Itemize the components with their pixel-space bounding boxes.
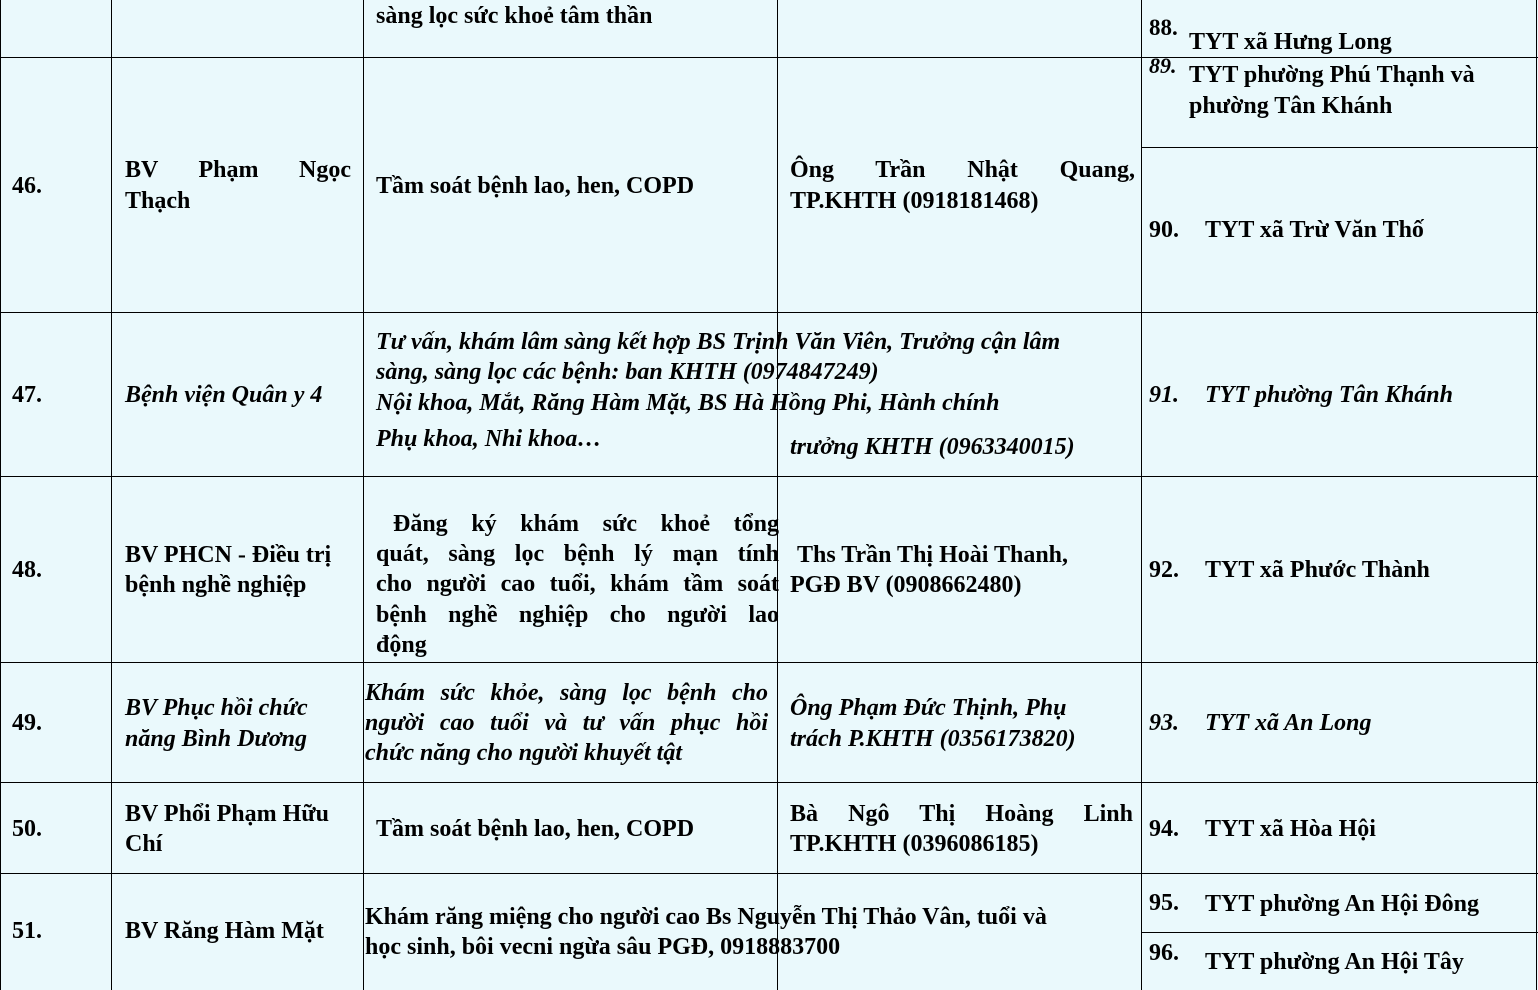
row-divider: [1141, 932, 1538, 933]
column-divider: [111, 0, 112, 990]
station-name: TYT xã Phước Thành: [1205, 557, 1430, 583]
row-divider: [0, 476, 1538, 477]
hospital-name: Chí: [125, 831, 163, 857]
contact-cell: Ông Trần Nhật Quang,: [790, 157, 1135, 183]
activity-cell: Đăng ký khám sức khoẻ tổng: [393, 511, 779, 537]
contact-cell: trưởng KHTH (0963340015): [790, 434, 1075, 460]
hospital-name: BV Phục hồi chức: [125, 695, 308, 721]
activity-cell: Nội khoa, Mắt, Răng Hàm Mặt, BS Hà Hồng Phi, Hành chính: [376, 390, 1000, 416]
hospital-name: BV Phổi Phạm Hữu: [125, 801, 329, 827]
activity-cell: Tư vấn, khám lâm sàng kết hợp BS Trịnh Văn Viên, Trưởng cận lâm: [376, 329, 1061, 355]
row-divider: [0, 782, 1538, 783]
activity-cell: Phụ khoa, Nhi khoa…: [376, 426, 602, 452]
row-number: 46.: [12, 173, 42, 199]
station-number: 95.: [1149, 890, 1179, 916]
activity-cell: động: [376, 632, 427, 658]
column-divider: [0, 0, 1, 990]
contact-cell: PGĐ BV (0908662480): [790, 572, 1022, 598]
activity-cell: cho người cao tuổi, khám tầm soát: [376, 571, 779, 597]
column-divider: [1536, 0, 1537, 990]
activity-cell: Khám sức khỏe, sàng lọc bệnh cho: [365, 680, 768, 706]
station-name: TYT xã Trừ Văn Thố: [1205, 217, 1424, 243]
row-divider: [0, 873, 1538, 874]
activity-cell: người cao tuổi và tư vấn phục hồi: [365, 710, 768, 736]
hospital-name: BV PHCN - Điều trị: [125, 542, 332, 568]
activity-cell: sàng lọc sức khoẻ tâm thần: [376, 3, 653, 29]
activity-cell: Tầm soát bệnh lao, hen, COPD: [376, 816, 695, 842]
row-number: 51.: [12, 918, 42, 944]
row-number: 50.: [12, 816, 42, 842]
station-name: TYT phường Tân Khánh: [1205, 382, 1453, 408]
hospital-name: BV Phạm Ngọc: [125, 157, 351, 183]
station-name: TYT phường An Hội Đông: [1205, 891, 1480, 917]
hospital-name: bệnh nghề nghiệp: [125, 572, 307, 598]
contact-cell: Bà Ngô Thị Hoàng Linh: [790, 801, 1133, 827]
activity-cell: quát, sàng lọc bệnh lý mạn tính: [376, 541, 779, 567]
column-divider: [1141, 0, 1142, 990]
station-number: 92.: [1149, 557, 1179, 583]
row-divider: [0, 662, 1538, 663]
contact-cell: TP.KHTH (0396086185): [790, 831, 1039, 857]
activity-cell: Khám răng miệng cho người cao Bs Nguyễn Thị Thảo Vân, tuổi và: [365, 904, 1047, 930]
row-divider: [0, 312, 1538, 313]
station-number: 90.: [1149, 217, 1179, 243]
hospital-name: Thạch: [125, 188, 191, 214]
station-number: 94.: [1149, 816, 1179, 842]
station-name: TYT xã An Long: [1205, 710, 1372, 736]
station-number: 91.: [1149, 382, 1179, 408]
row-number: 49.: [12, 710, 42, 736]
activity-cell: Tầm soát bệnh lao, hen, COPD: [376, 173, 695, 199]
station-name: TYT phường An Hội Tây: [1205, 949, 1464, 975]
row-divider: [1141, 147, 1538, 148]
station-name: TYT xã Hòa Hội: [1205, 816, 1376, 842]
contact-cell: trách P.KHTH (0356173820): [790, 726, 1076, 752]
station-name: phường Tân Khánh: [1189, 93, 1393, 119]
hospital-name: Bệnh viện Quân y 4: [125, 382, 323, 408]
activity-cell: sàng, sàng lọc các bệnh: ban KHTH (0974847249): [376, 359, 879, 385]
activity-cell: bệnh nghề nghiệp cho người lao: [376, 602, 779, 628]
station-number: 88.: [1149, 15, 1178, 40]
station-number: 93.: [1149, 710, 1179, 736]
hospital-name: năng Bình Dương: [125, 726, 308, 752]
contact-cell: Ông Phạm Đức Thịnh, Phụ: [790, 695, 1067, 721]
row-divider: [0, 57, 1538, 58]
hospital-name: BV Răng Hàm Mặt: [125, 918, 324, 944]
station-name: TYT phường Phú Thạnh và: [1189, 62, 1475, 88]
activity-cell: học sinh, bôi vecni ngừa sâu PGĐ, 0918883700: [365, 934, 841, 960]
row-number: 47.: [12, 382, 42, 408]
contact-cell: Ths Trần Thị Hoài Thanh,: [797, 542, 1069, 568]
station-name: TYT xã Hưng Long: [1189, 29, 1392, 55]
column-divider: [363, 0, 364, 990]
row-number: 48.: [12, 557, 42, 583]
station-number: 89.: [1149, 53, 1177, 78]
column-divider: [777, 0, 778, 990]
station-number: 96.: [1149, 940, 1179, 966]
activity-cell: chức năng cho người khuyết tật: [365, 740, 683, 766]
contact-cell: TP.KHTH (0918181468): [790, 188, 1039, 214]
